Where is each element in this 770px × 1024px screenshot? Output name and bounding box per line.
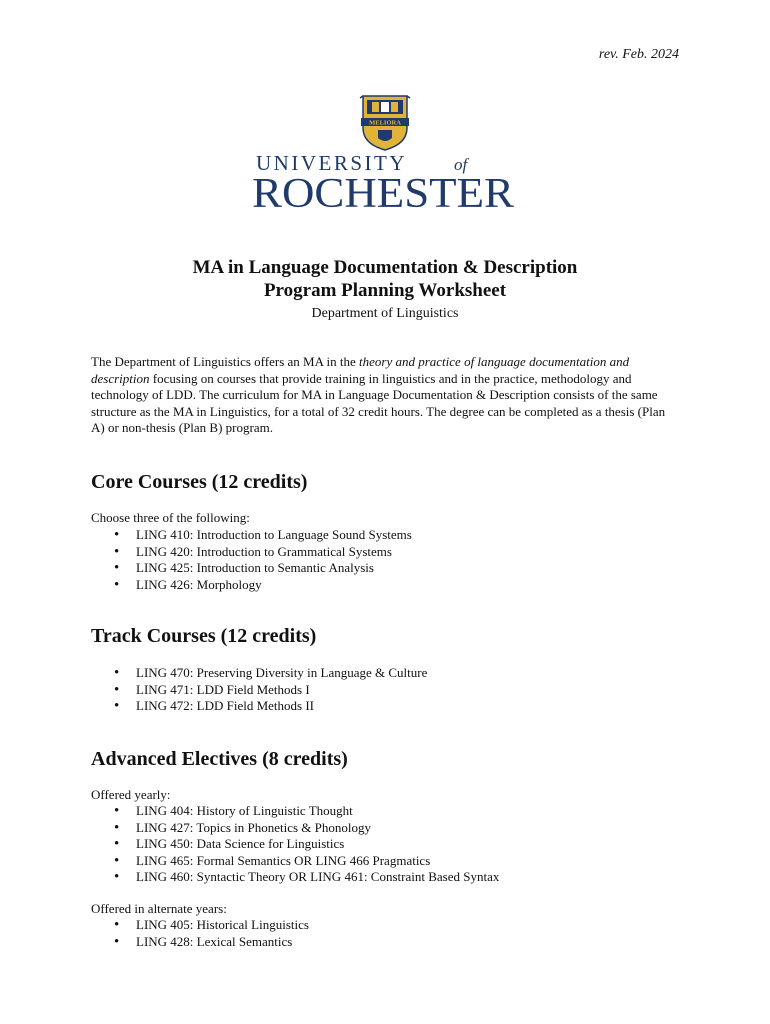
- document-subtitle: Program Planning Worksheet: [263, 280, 507, 301]
- logo-rochester-text: ROCHESTER: [252, 171, 514, 214]
- document-title: MA in Language Documentation & Description: [192, 257, 578, 278]
- list-item: • LING 405: Historical Linguistics: [91, 917, 309, 934]
- list-item: • LING 427: Topics in Phonetics & Phonology: [91, 820, 499, 837]
- electives-alternate-list: [91, 917, 309, 950]
- electives-heading: Advanced Electives (8 credits): [91, 748, 348, 770]
- list-item: • LING 450: Data Science for Linguistics: [91, 836, 499, 853]
- list-item: • LING 428: Lexical Semantics: [91, 934, 309, 951]
- list-item: • LING 426: Morphology: [91, 577, 412, 594]
- list-item: • LING 465: Formal Semantics OR LING 466 Pragmatics: [91, 853, 499, 870]
- title-block: [0, 256, 770, 324]
- core-courses-heading: Core Courses (12 credits): [91, 471, 308, 493]
- electives-yearly-list: [91, 803, 499, 886]
- intro-text-start: The Department of Linguistics offers an MA in the: [91, 354, 360, 369]
- university-logo: [250, 92, 520, 214]
- list-item: • LING 460: Syntactic Theory OR LING 461: Constraint Based Syntax: [91, 869, 499, 886]
- core-courses-note: Choose three of the following:: [91, 510, 250, 525]
- intro-emphasis: theory and practice of language documentation and description: [91, 354, 630, 386]
- list-item: • LING 420: Introduction to Grammatical Systems: [91, 544, 412, 561]
- seal-motto: MELIORA: [369, 119, 401, 127]
- seal-icon: [360, 96, 410, 150]
- list-item: • LING 470: Preserving Diversity in Language & Culture: [91, 665, 427, 682]
- revision-date: rev. Feb. 2024: [598, 47, 679, 62]
- track-courses-list: [91, 665, 427, 715]
- intro-text-end: focusing on courses that provide training in linguistics and in the practice, methodology and technology of LDD. The curriculum for MA in Language Documentation & Description consists of the same structure as the MA in Linguistics, for a total of 32 credit hours. The degree can be completed as a thesis (Plan A) or non-thesis (Plan B) program.: [91, 370, 666, 436]
- intro-paragraph: [91, 354, 681, 437]
- electives-alternate-note: Offered in alternate years:: [91, 901, 227, 916]
- department-name: Department of Linguistics: [311, 306, 459, 321]
- track-courses-heading: Track Courses (12 credits): [91, 625, 317, 647]
- list-item: • LING 410: Introduction to Language Sound Systems: [91, 527, 412, 544]
- logo-of-text: of: [454, 155, 468, 174]
- list-item: • LING 404: History of Linguistic Thought: [91, 803, 499, 820]
- electives-yearly-note: Offered yearly:: [91, 787, 171, 802]
- core-courses-list: [91, 527, 412, 593]
- list-item: • LING 472: LDD Field Methods II: [91, 698, 427, 715]
- logo-university-text: UNIVERSITY: [256, 151, 407, 175]
- list-item: • LING 471: LDD Field Methods I: [91, 682, 427, 699]
- list-item: • LING 425: Introduction to Semantic Analysis: [91, 560, 412, 577]
